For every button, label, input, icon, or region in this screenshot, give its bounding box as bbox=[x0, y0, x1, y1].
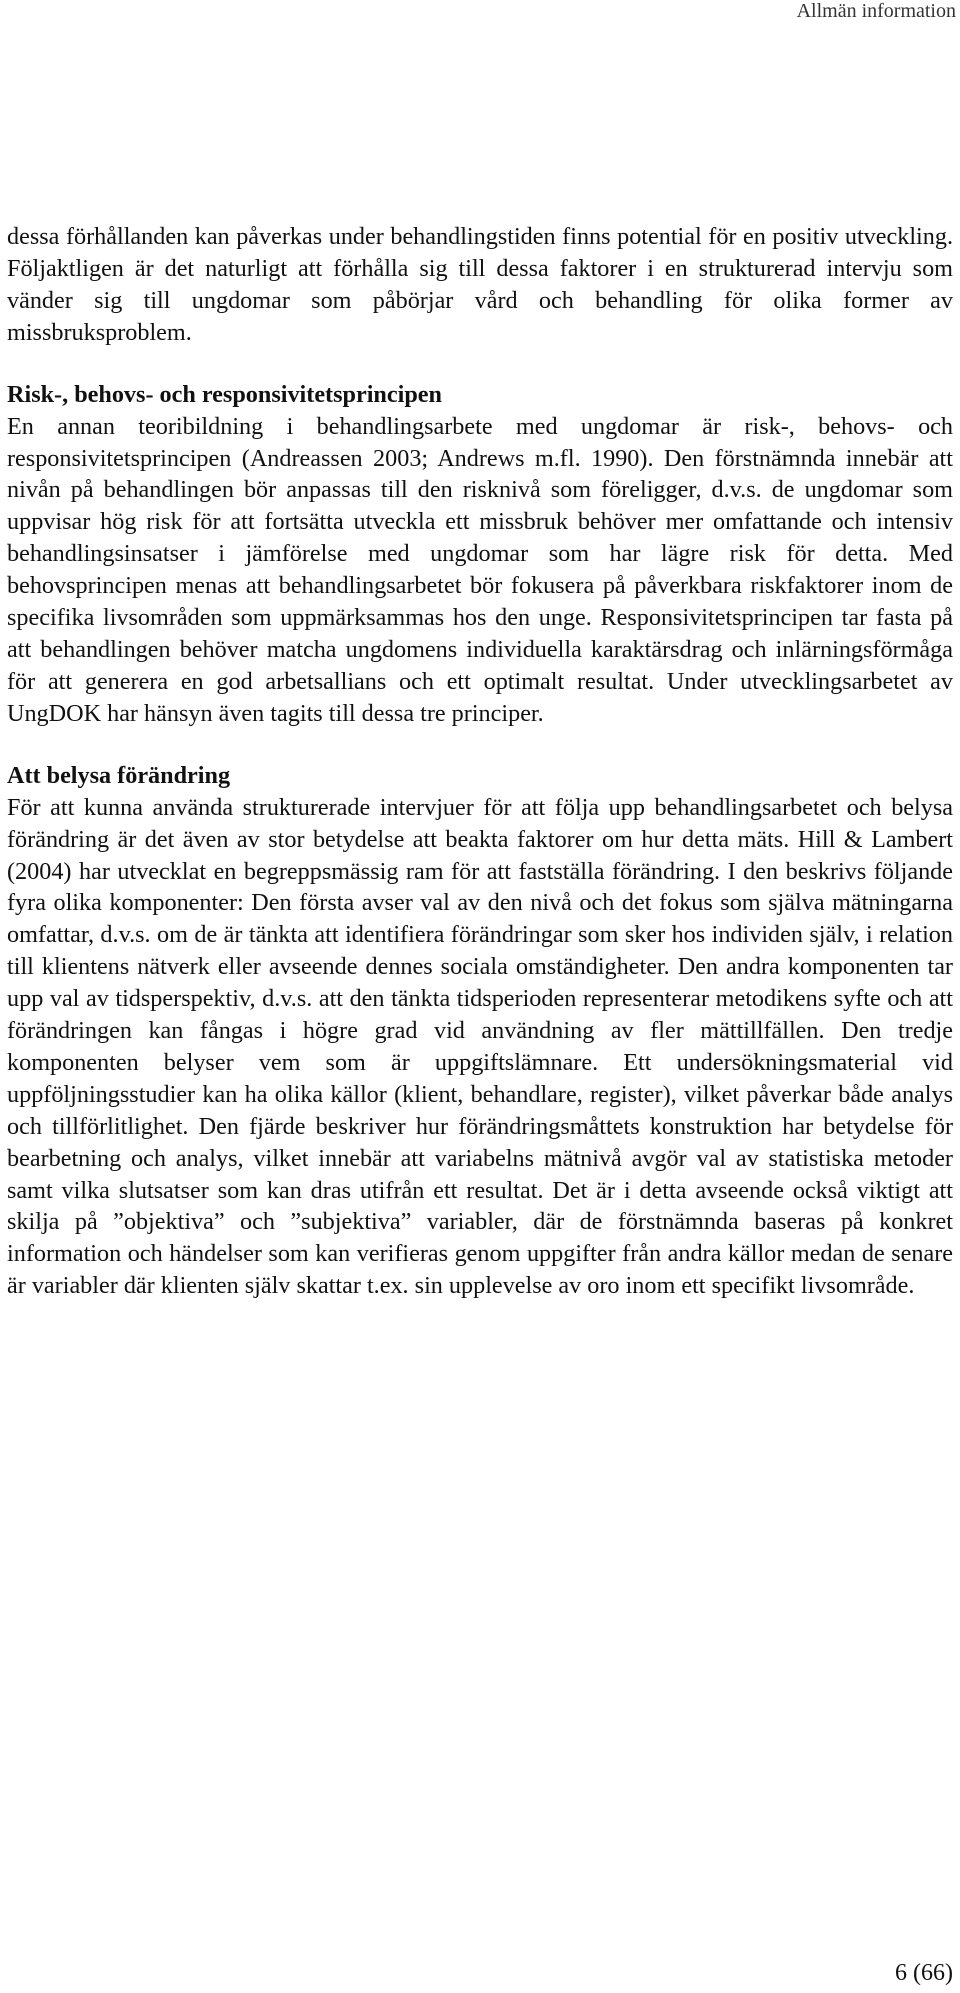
page-number: 6 (66) bbox=[895, 1960, 953, 1986]
section-heading: Risk-, behovs- och responsivitetsprincipen bbox=[7, 380, 442, 408]
section-illuminate-change bbox=[7, 760, 953, 1303]
running-header: Allmän information bbox=[796, 0, 956, 22]
section-heading: Att belysa förändring bbox=[7, 761, 231, 789]
section-paragraph: För att kunna använda strukturerade intervjuer för att följa upp behandlingsarbetet och belysa förändring är det även av stor betydelse att beakta faktorer om hur detta mäts. Hill & Lambert (2004) har utvecklat en begreppsmässig ram för att fastställa förändring. I den beskrivs följande fyra olika komponenter: Den första avser val av den nivå och det fokus som själva mätningarna omfattar, d.v.s. om de är tänkta att identifiera förändringar som sker hos individen själv, i relation till klientens nätverk eller avseende dennes sociala omständigheter. Den andra komponenten tar upp val av tidsperspektiv, d.v.s. att den tänkta tidsperioden representerar metodikens syfte och att förändringen kan fångas i högre grad vid användning av fler mättillfällen. Den tredje komponenten belyser vem som är uppgiftslämnare. Ett undersökningsmaterial vid uppföljningsstudier kan ha olika källor (klient, behandlare, register), vilket påverkar både analys och tillförlitlighet. Den fjärde beskriver hur förändringsmåttets konstruktion har betydelse för bearbetning och analys, vilket innebär att variabelns mätnivå avgör val av statistiska metoder samt vilka slutsatser som kan dras utifrån ett resultat. Det är i detta avseende också viktigt att skilja på ”objektiva” och ”subjektiva” variabler, där de förstnämnda baseras på konkret information och händelser som kan verifieras genom uppgifter från andra källor medan de senare är variabler där klienten själv skattar t.ex. sin upplevelse av oro inom ett specifikt livsområde. bbox=[7, 793, 953, 1300]
document-body bbox=[7, 221, 953, 1302]
intro-paragraph: dessa förhållanden kan påverkas under behandlingstiden finns potential för en positiv utveckling. Följaktligen är det naturligt att förhålla sig till dessa faktorer i en strukturerad intervju som vänder sig till ungdomar som påbörjar vård och behandling för olika former av missbruksproblem. bbox=[7, 223, 953, 346]
section-paragraph: En annan teoribildning i behandlingsarbete med ungdomar är risk-, behovs- och responsivitetsprincipen (Andreassen 2003; Andrews m.fl. 1990). Den förstnämnda innebär att nivån på behandlingen bör anpassas till den risknivå som föreligger, d.v.s. de ungdomar som uppvisar hög risk för att fortsätta utveckla ett missbruk behöver mer omfattande och intensiv behandlingsinsatser i jämförelse med ungdomar som har lägre risk för detta. Med behovsprincipen menas att behandlingsarbetet bör fokusera på påverkbara riskfaktorer inom de specifika livsområden som uppmärksammas hos den unge. Responsivitetsprincipen tar fasta på att behandlingen behöver matcha ungdomens individuella karaktärsdrag och inlärningsförmåga för att generera en god arbetsallians och ett optimalt resultat. Under utvecklingsarbetet av UngDOK har hänsyn även tagits till dessa tre principer. bbox=[7, 412, 953, 727]
section-risk-principles bbox=[7, 379, 953, 730]
